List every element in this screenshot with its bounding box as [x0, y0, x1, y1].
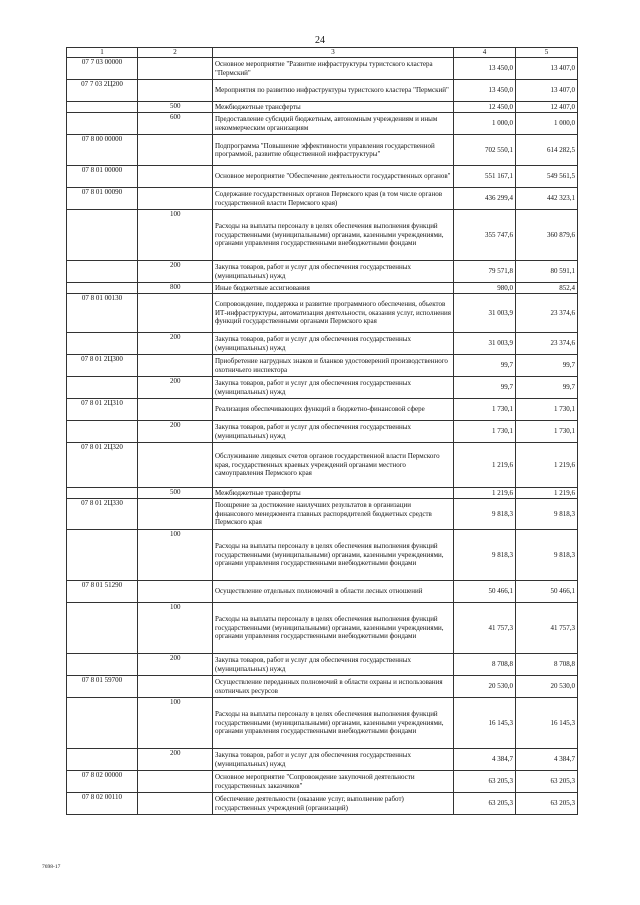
target-article-code: 07 8 01 51290 [67, 581, 138, 603]
target-article-code [67, 333, 138, 355]
amount-year-1: 1 219,6 [454, 443, 516, 488]
target-article-code [67, 377, 138, 399]
column-header-2: 2 [138, 48, 213, 58]
table-row [67, 355, 578, 377]
target-article-code [67, 698, 138, 749]
expense-name: Расходы на выплаты персоналу в целях обеспечения выполнения функций государственными (муниципальными) органами, казенными учреждениями, органами управления государственными внебюджетными фондами [213, 210, 454, 261]
amount-year-2: 99,7 [516, 355, 578, 377]
amount-year-2: 1 730,1 [516, 399, 578, 421]
table-row [67, 283, 578, 294]
expense-name: Межбюджетные трансферты [213, 102, 454, 113]
expense-type-code [138, 676, 213, 698]
amount-year-2: 16 145,3 [516, 698, 578, 749]
amount-year-1: 1 730,1 [454, 421, 516, 443]
amount-year-1: 551 167,1 [454, 166, 516, 188]
amount-year-2: 1 219,6 [516, 443, 578, 488]
table-row [67, 188, 578, 210]
expense-type-code: 200 [138, 261, 213, 283]
amount-year-1: 99,7 [454, 377, 516, 399]
expense-type-code: 600 [138, 113, 213, 135]
expense-name: Осуществление отдельных полномочий в области лесных отношений [213, 581, 454, 603]
table-row [67, 499, 578, 530]
expense-name: Реализация обеспечивающих функций в бюджетно-финансовой сфере [213, 399, 454, 421]
amount-year-2: 614 282,5 [516, 135, 578, 166]
amount-year-2: 23 374,6 [516, 294, 578, 333]
target-article-code: 07 8 01 2Ц300 [67, 355, 138, 377]
table-row [67, 294, 578, 333]
target-article-code [67, 654, 138, 676]
target-article-code [67, 749, 138, 771]
amount-year-1: 79 571,8 [454, 261, 516, 283]
table-row [67, 261, 578, 283]
expense-name: Основное мероприятие "Сопровождение закупочной деятельности государственных заказчиков" [213, 771, 454, 793]
amount-year-2: 23 374,6 [516, 333, 578, 355]
table-row [67, 399, 578, 421]
table-row [67, 603, 578, 654]
expense-name: Закупка товаров, работ и услуг для обеспечения государственных (муниципальных) нужд [213, 654, 454, 676]
table-row [67, 749, 578, 771]
amount-year-2: 12 407,0 [516, 102, 578, 113]
amount-year-2: 4 384,7 [516, 749, 578, 771]
table-row [67, 771, 578, 793]
table-row [67, 530, 578, 581]
expense-type-code: 500 [138, 102, 213, 113]
target-article-code: 07 8 02 00000 [67, 771, 138, 793]
target-article-code [67, 421, 138, 443]
expense-type-code: 100 [138, 603, 213, 654]
table-row [67, 80, 578, 102]
amount-year-2: 1 730,1 [516, 421, 578, 443]
expense-type-code: 200 [138, 654, 213, 676]
amount-year-2: 1 000,0 [516, 113, 578, 135]
amount-year-1: 1 730,1 [454, 399, 516, 421]
expense-type-code [138, 399, 213, 421]
amount-year-1: 63 205,3 [454, 771, 516, 793]
expense-type-code [138, 188, 213, 210]
expense-type-code [138, 793, 213, 815]
expense-type-code [138, 355, 213, 377]
expense-name: Содержание государственных органов Пермского края (в том числе органов государственной власти Пермского края) [213, 188, 454, 210]
header-row [67, 48, 578, 58]
amount-year-2: 63 205,3 [516, 771, 578, 793]
expense-type-code: 200 [138, 377, 213, 399]
expense-type-code [138, 771, 213, 793]
amount-year-1: 702 550,1 [454, 135, 516, 166]
table-row [67, 443, 578, 488]
page-number: 24 [315, 35, 325, 46]
expense-name: Расходы на выплаты персоналу в целях обеспечения выполнения функций государственными (муниципальными) органами, казенными учреждениями, органами управления государственными внебюджетными фондами [213, 698, 454, 749]
expense-type-code [138, 58, 213, 80]
expense-name: Предоставление субсидий бюджетным, автономным учреждениям и иным некоммерческим организациям [213, 113, 454, 135]
expense-type-code [138, 499, 213, 530]
amount-year-1: 16 145,3 [454, 698, 516, 749]
target-article-code: 07 8 00 00000 [67, 135, 138, 166]
target-article-code: 07 8 01 2Ц310 [67, 399, 138, 421]
column-header-5: 5 [516, 48, 578, 58]
column-header-1: 1 [67, 48, 138, 58]
amount-year-1: 31 003,9 [454, 333, 516, 355]
expense-name: Закупка товаров, работ и услуг для обеспечения государственных (муниципальных) нужд [213, 749, 454, 771]
expense-name: Закупка товаров, работ и услуг для обеспечения государственных (муниципальных) нужд [213, 333, 454, 355]
expense-name: Подпрограмма "Повышение эффективности управления государственной программой, развитие общественной инфраструктуры" [213, 135, 454, 166]
amount-year-1: 4 384,7 [454, 749, 516, 771]
expense-type-code [138, 80, 213, 102]
expense-type-code [138, 135, 213, 166]
expense-name: Приобретение нагрудных знаков и бланков удостоверений производственного охотничьего инспектора [213, 355, 454, 377]
expense-name: Закупка товаров, работ и услуг для обеспечения государственных (муниципальных) нужд [213, 261, 454, 283]
expense-name: Основное мероприятие "Развитие инфраструктуры туристского кластера "Пермский" [213, 58, 454, 80]
amount-year-2: 20 530,0 [516, 676, 578, 698]
expense-name: Иные бюджетные ассигнования [213, 283, 454, 294]
target-article-code: 07 8 02 00110 [67, 793, 138, 815]
expense-type-code [138, 581, 213, 603]
expense-name: Закупка товаров, работ и услуг для обеспечения государственных (муниципальных) нужд [213, 421, 454, 443]
target-article-code: 07 7 03 2Ц200 [67, 80, 138, 102]
expense-type-code: 800 [138, 283, 213, 294]
amount-year-1: 436 299,4 [454, 188, 516, 210]
table-header [67, 48, 578, 58]
footer-code: 7698-17 [42, 864, 61, 870]
amount-year-2: 360 879,6 [516, 210, 578, 261]
expense-name: Закупка товаров, работ и услуг для обеспечения государственных (муниципальных) нужд [213, 377, 454, 399]
expense-type-code: 500 [138, 488, 213, 499]
amount-year-2: 9 818,3 [516, 499, 578, 530]
table-row [67, 102, 578, 113]
amount-year-1: 980,0 [454, 283, 516, 294]
amount-year-1: 1 000,0 [454, 113, 516, 135]
budget-table [66, 47, 578, 815]
expense-name: Основное мероприятие "Обеспечение деятельности государственных органов" [213, 166, 454, 188]
expense-type-code: 100 [138, 530, 213, 581]
table-row [67, 581, 578, 603]
expense-name: Обслуживание лицевых счетов органов государственной власти Пермского края, государственных краевых учреждений органами местного самоуправления Пермского края [213, 443, 454, 488]
expense-name: Осуществление переданных полномочий в области охраны и использования охотничьих ресурсов [213, 676, 454, 698]
amount-year-1: 1 219,6 [454, 488, 516, 499]
target-article-code [67, 261, 138, 283]
amount-year-1: 355 747,6 [454, 210, 516, 261]
amount-year-2: 13 407,0 [516, 80, 578, 102]
amount-year-2: 9 818,3 [516, 530, 578, 581]
column-header-4: 4 [454, 48, 516, 58]
amount-year-1: 41 757,3 [454, 603, 516, 654]
target-article-code: 07 8 01 00000 [67, 166, 138, 188]
amount-year-1: 13 450,0 [454, 80, 516, 102]
target-article-code: 07 8 01 00130 [67, 294, 138, 333]
target-article-code [67, 603, 138, 654]
amount-year-2: 442 323,1 [516, 188, 578, 210]
expense-type-code: 200 [138, 333, 213, 355]
amount-year-1: 8 708,8 [454, 654, 516, 676]
table-row [67, 377, 578, 399]
table-row [67, 421, 578, 443]
amount-year-2: 13 407,0 [516, 58, 578, 80]
amount-year-2: 80 591,1 [516, 261, 578, 283]
amount-year-1: 63 205,3 [454, 793, 516, 815]
amount-year-2: 41 757,3 [516, 603, 578, 654]
amount-year-2: 63 205,3 [516, 793, 578, 815]
expense-type-code [138, 166, 213, 188]
target-article-code: 07 8 01 00090 [67, 188, 138, 210]
expense-type-code: 200 [138, 749, 213, 771]
target-article-code: 07 8 01 2Ц330 [67, 499, 138, 530]
table-row [67, 698, 578, 749]
expense-name: Обеспечение деятельности (оказание услуг, выполнение работ) государственных учреждений (организаций) [213, 793, 454, 815]
table-row [67, 654, 578, 676]
amount-year-1: 31 003,9 [454, 294, 516, 333]
expense-type-code: 100 [138, 698, 213, 749]
table-row [67, 135, 578, 166]
table-row [67, 113, 578, 135]
table-row [67, 333, 578, 355]
amount-year-2: 50 466,1 [516, 581, 578, 603]
amount-year-1: 20 530,0 [454, 676, 516, 698]
target-article-code [67, 488, 138, 499]
amount-year-2: 8 708,8 [516, 654, 578, 676]
column-header-3: 3 [213, 48, 454, 58]
expense-name: Поощрение за достижение наилучших результатов в организации финансового менеджмента главных распорядителей бюджетных средств Пермского края [213, 499, 454, 530]
amount-year-2: 549 561,5 [516, 166, 578, 188]
table-row [67, 166, 578, 188]
expense-name: Мероприятия по развитию инфраструктуры туристского кластера "Пермский" [213, 80, 454, 102]
expense-type-code: 100 [138, 210, 213, 261]
table-row [67, 488, 578, 499]
target-article-code [67, 210, 138, 261]
expense-name: Сопровождение, поддержка и развитие программного обеспечения, объектов ИТ-инфраструктуры, автоматизация деятельности, оказания услуг, исполнения функций государственными органами Пермского края [213, 294, 454, 333]
table-row [67, 793, 578, 815]
target-article-code: 07 7 03 00000 [67, 58, 138, 80]
table-row [67, 676, 578, 698]
target-article-code: 07 8 01 2Ц320 [67, 443, 138, 488]
table-body [67, 58, 578, 815]
amount-year-2: 99,7 [516, 377, 578, 399]
expense-name: Межбюджетные трансферты [213, 488, 454, 499]
expense-type-code [138, 294, 213, 333]
expense-type-code [138, 443, 213, 488]
expense-name: Расходы на выплаты персоналу в целях обеспечения выполнения функций государственными (муниципальными) органами, казенными учреждениями, органами управления государственными внебюджетными фондами [213, 530, 454, 581]
target-article-code [67, 283, 138, 294]
target-article-code [67, 530, 138, 581]
amount-year-1: 99,7 [454, 355, 516, 377]
amount-year-1: 9 818,3 [454, 499, 516, 530]
amount-year-2: 852,4 [516, 283, 578, 294]
expense-name: Расходы на выплаты персоналу в целях обеспечения выполнения функций государственными (муниципальными) органами, казенными учреждениями, органами управления государственными внебюджетными фондами [213, 603, 454, 654]
amount-year-1: 13 450,0 [454, 58, 516, 80]
amount-year-1: 9 818,3 [454, 530, 516, 581]
amount-year-1: 50 466,1 [454, 581, 516, 603]
amount-year-2: 1 219,6 [516, 488, 578, 499]
table-row [67, 58, 578, 80]
target-article-code [67, 113, 138, 135]
expense-type-code: 200 [138, 421, 213, 443]
table-row [67, 210, 578, 261]
target-article-code: 07 8 01 59700 [67, 676, 138, 698]
amount-year-1: 12 450,0 [454, 102, 516, 113]
target-article-code [67, 102, 138, 113]
